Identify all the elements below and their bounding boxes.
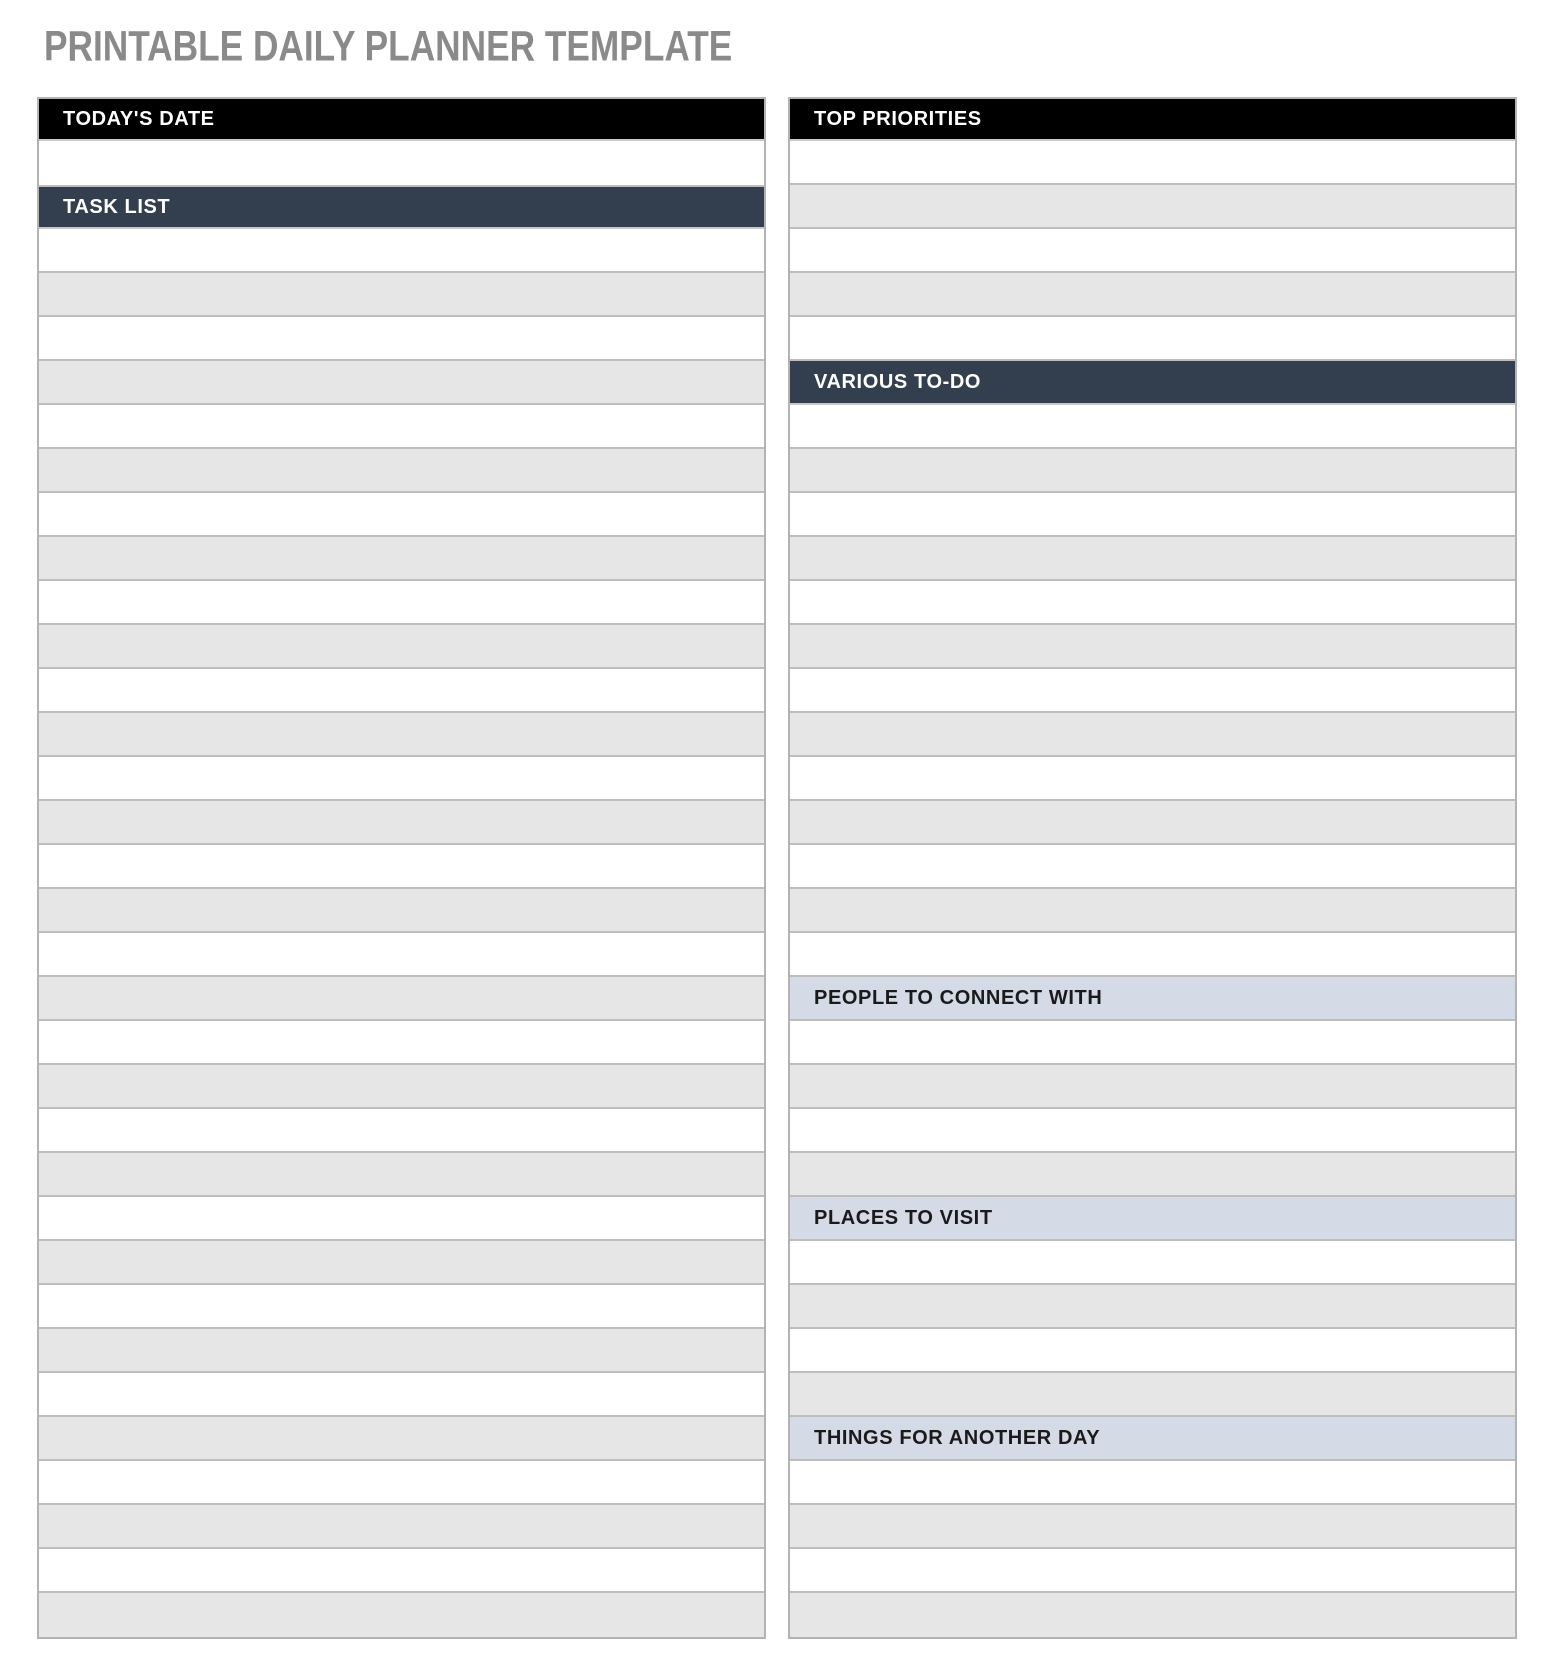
section-header-various-to-do: VARIOUS TO-DO <box>790 361 1515 405</box>
section-header-things-for-another-day: THINGS FOR ANOTHER DAY <box>790 1417 1515 1461</box>
various-to-do-row-6[interactable] <box>790 625 1515 669</box>
task-list-row-18[interactable] <box>39 977 764 1021</box>
right-column <box>788 97 1517 1639</box>
places-to-visit-row-3[interactable] <box>790 1329 1515 1373</box>
various-to-do-row-7[interactable] <box>790 669 1515 713</box>
task-list-row-13[interactable] <box>39 757 764 801</box>
places-to-visit-row-2[interactable] <box>790 1285 1515 1329</box>
page-title: PRINTABLE DAILY PLANNER TEMPLATE <box>44 22 733 70</box>
things-for-another-day-row-2[interactable] <box>790 1505 1515 1549</box>
task-list-row-3[interactable] <box>39 317 764 361</box>
people-to-connect-with-row-1[interactable] <box>790 1021 1515 1065</box>
task-list-row-7[interactable] <box>39 493 764 537</box>
task-list-row-1[interactable] <box>39 229 764 273</box>
various-to-do-row-12[interactable] <box>790 889 1515 933</box>
various-to-do-row-4[interactable] <box>790 537 1515 581</box>
top-priorities-row-2[interactable] <box>790 185 1515 229</box>
task-list-row-26[interactable] <box>39 1329 764 1373</box>
todays-date-row-1[interactable] <box>39 141 764 187</box>
various-to-do-row-2[interactable] <box>790 449 1515 493</box>
task-list-row-6[interactable] <box>39 449 764 493</box>
task-list-row-5[interactable] <box>39 405 764 449</box>
things-for-another-day-row-1[interactable] <box>790 1461 1515 1505</box>
left-column <box>37 97 766 1639</box>
section-header-todays-date: TODAY'S DATE <box>39 99 764 141</box>
places-to-visit-row-1[interactable] <box>790 1241 1515 1285</box>
task-list-row-12[interactable] <box>39 713 764 757</box>
task-list-row-17[interactable] <box>39 933 764 977</box>
various-to-do-row-1[interactable] <box>790 405 1515 449</box>
task-list-row-10[interactable] <box>39 625 764 669</box>
task-list-row-23[interactable] <box>39 1197 764 1241</box>
task-list-row-25[interactable] <box>39 1285 764 1329</box>
section-header-top-priorities: TOP PRIORITIES <box>790 99 1515 141</box>
various-to-do-row-3[interactable] <box>790 493 1515 537</box>
various-to-do-row-9[interactable] <box>790 757 1515 801</box>
task-list-row-14[interactable] <box>39 801 764 845</box>
section-header-people-to-connect-with: PEOPLE TO CONNECT WITH <box>790 977 1515 1021</box>
top-priorities-row-5[interactable] <box>790 317 1515 361</box>
various-to-do-row-8[interactable] <box>790 713 1515 757</box>
various-to-do-row-13[interactable] <box>790 933 1515 977</box>
task-list-row-30[interactable] <box>39 1505 764 1549</box>
things-for-another-day-row-3[interactable] <box>790 1549 1515 1593</box>
task-list-row-9[interactable] <box>39 581 764 625</box>
things-for-another-day-row-4[interactable] <box>790 1593 1515 1637</box>
task-list-row-32[interactable] <box>39 1593 764 1637</box>
task-list-row-15[interactable] <box>39 845 764 889</box>
task-list-row-24[interactable] <box>39 1241 764 1285</box>
task-list-row-20[interactable] <box>39 1065 764 1109</box>
people-to-connect-with-row-2[interactable] <box>790 1065 1515 1109</box>
top-priorities-row-1[interactable] <box>790 141 1515 185</box>
people-to-connect-with-row-3[interactable] <box>790 1109 1515 1153</box>
task-list-row-16[interactable] <box>39 889 764 933</box>
task-list-row-8[interactable] <box>39 537 764 581</box>
task-list-row-29[interactable] <box>39 1461 764 1505</box>
task-list-row-2[interactable] <box>39 273 764 317</box>
top-priorities-row-3[interactable] <box>790 229 1515 273</box>
task-list-row-21[interactable] <box>39 1109 764 1153</box>
task-list-row-11[interactable] <box>39 669 764 713</box>
task-list-row-22[interactable] <box>39 1153 764 1197</box>
task-list-row-4[interactable] <box>39 361 764 405</box>
task-list-row-31[interactable] <box>39 1549 764 1593</box>
task-list-row-28[interactable] <box>39 1417 764 1461</box>
various-to-do-row-10[interactable] <box>790 801 1515 845</box>
section-header-places-to-visit: PLACES TO VISIT <box>790 1197 1515 1241</box>
task-list-row-27[interactable] <box>39 1373 764 1417</box>
various-to-do-row-11[interactable] <box>790 845 1515 889</box>
various-to-do-row-5[interactable] <box>790 581 1515 625</box>
section-header-task-list: TASK LIST <box>39 187 764 229</box>
people-to-connect-with-row-4[interactable] <box>790 1153 1515 1197</box>
places-to-visit-row-4[interactable] <box>790 1373 1515 1417</box>
top-priorities-row-4[interactable] <box>790 273 1515 317</box>
task-list-row-19[interactable] <box>39 1021 764 1065</box>
